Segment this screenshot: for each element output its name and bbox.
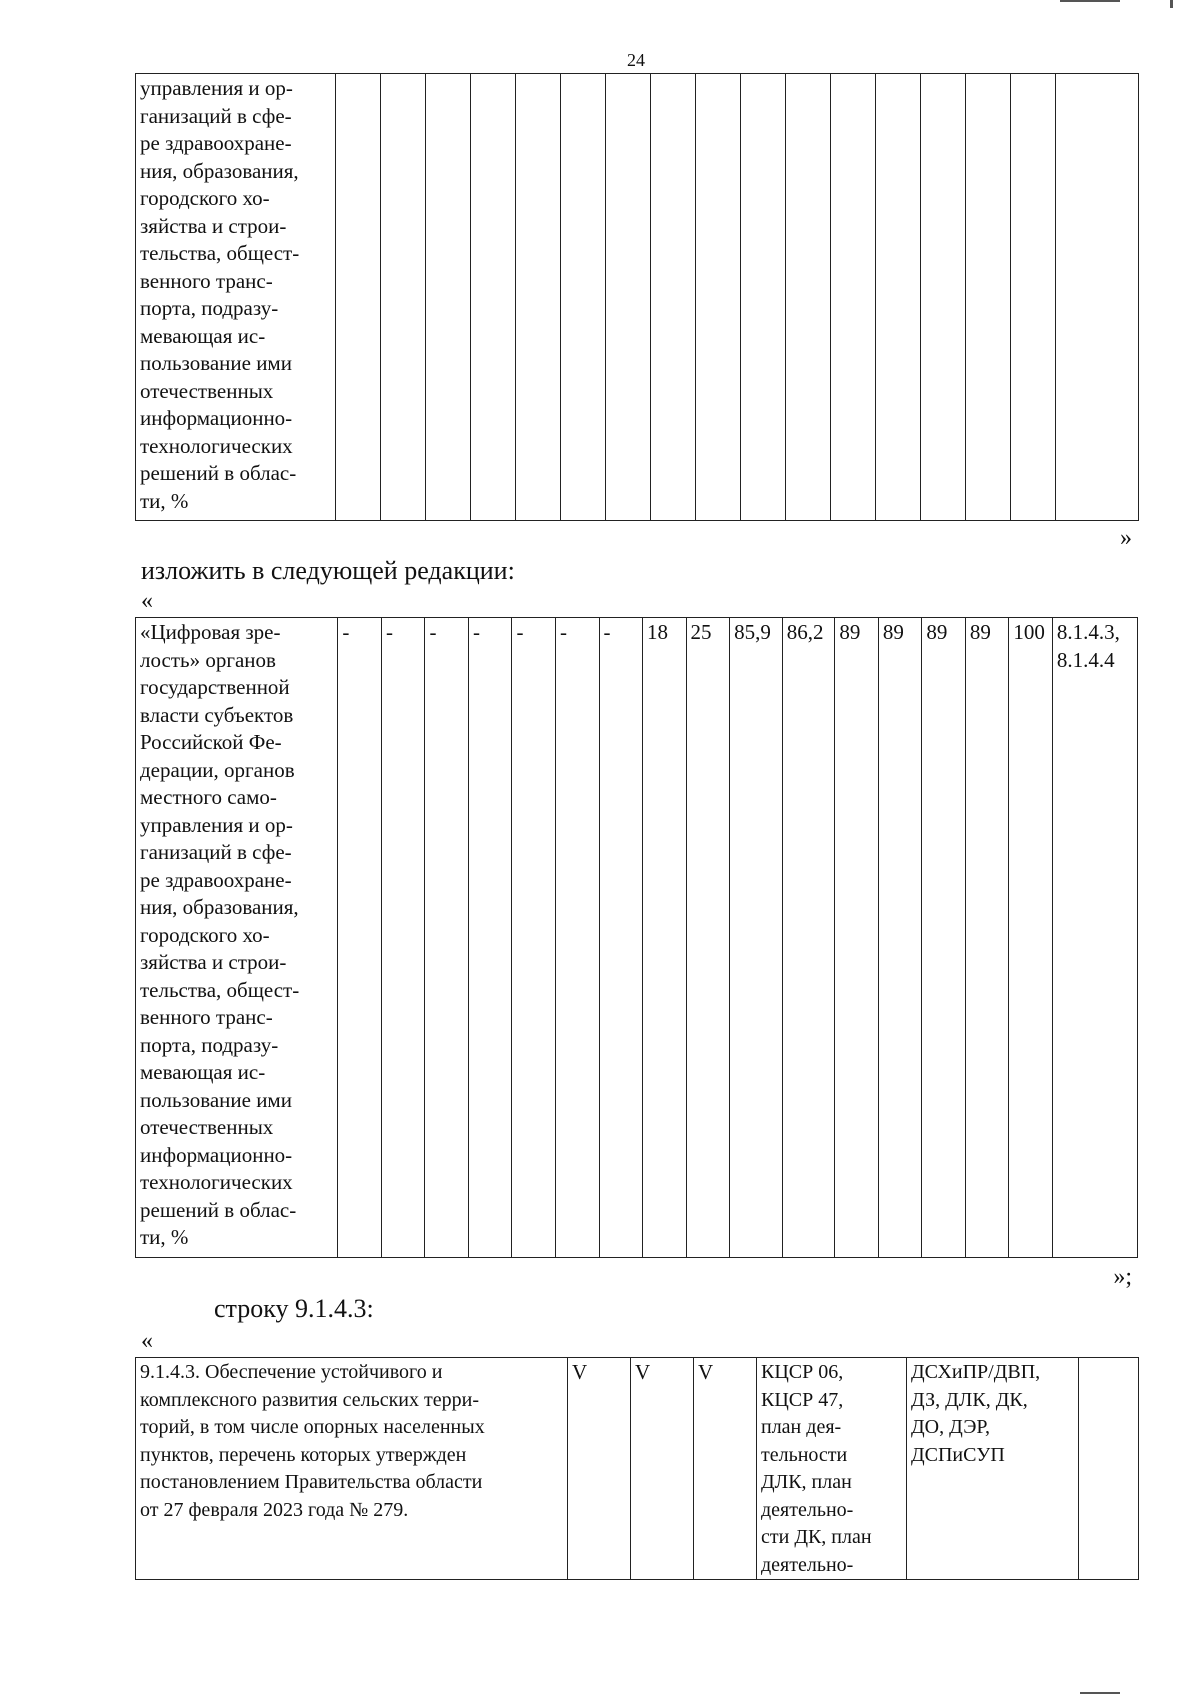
indicator-name-text: управления и ор- ганизаций в сфе- ре здравоохране- ния, образования, городского хо- зяйства и строи- тельства, общест- венного транс- порта, подразу- мевающая ис- пользование ими отечественных информационно- технологических решений в облас- ти, % [140,76,300,513]
table-row [136,74,1139,521]
close-quote-1: » [1120,525,1132,551]
sources-text: КЦСР 06, КЦСР 47, план дея- тельности ДЛК, план деятельно- сти ДК, план деятельно- [761,1361,872,1576]
value-cell: 89 [878,618,922,1258]
value-cell: 89 [922,618,966,1258]
value-cell: 18 [643,618,687,1258]
scan-mark [1060,0,1120,2]
reference-text: 8.1.4.3, 8.1.4.4 [1056,620,1120,672]
value-cell [1011,74,1056,521]
measure-table [135,1357,1139,1580]
value-cell: - [468,618,512,1258]
sources-cell [757,1358,907,1580]
indicator-table-old [135,73,1139,521]
scan-mark [1170,0,1173,8]
value-cell: - [556,618,600,1258]
indicator-name-cell [136,618,338,1258]
intro-text: изложить в следующей редакции: [141,556,515,585]
mark-cell: V [631,1358,694,1580]
value-cell: 85,9 [730,618,783,1258]
indicator-table-new [135,617,1138,1258]
value-cell: - [599,618,643,1258]
value-cell [876,74,921,521]
row-intro-text: строку 9.1.4.3: [214,1294,374,1323]
value-cell: 86,2 [782,618,835,1258]
value-cell: - [338,618,382,1258]
value-cell: 25 [686,618,730,1258]
value-cell [786,74,831,521]
empty-cell [1079,1358,1139,1580]
table-row [136,1358,1139,1580]
value-cell [651,74,696,521]
value-cell: 89 [965,618,1009,1258]
measure-description-cell [136,1358,568,1580]
executors-text: ДСХиПР/ДВП, ДЗ, ДЛК, ДК, ДО, ДЭР, ДСПиСУП [911,1361,1041,1466]
value-cell [921,74,966,521]
value-cell [381,74,426,521]
value-cell: 89 [835,618,879,1258]
value-cell [606,74,651,521]
value-cell [561,74,606,521]
scan-mark [1080,1692,1120,1694]
value-cell [336,74,381,521]
reference-cell [1052,618,1137,1258]
measure-description-text: 9.1.4.3. Обеспечение устойчивого и комплексного развития сельских терри- торий, в том числе опорных населенных пунктов, перечень которых утвержден постановлением Правительства области от 27 февраля 2023 года № 279. [140,1361,485,1521]
value-cell: - [425,618,469,1258]
close-quote-2: »; [1113,1264,1132,1290]
indicator-name-cell [136,74,336,521]
value-cell: 100 [1009,618,1053,1258]
executors-cell [907,1358,1079,1580]
value-cell [516,74,561,521]
value-cell [966,74,1011,521]
value-cell [741,74,786,521]
reference-cell [1056,74,1139,521]
value-cell: - [381,618,425,1258]
value-cell [831,74,876,521]
table-row [136,618,1138,1258]
mark-cell: V [694,1358,757,1580]
value-cell [696,74,741,521]
value-cell [471,74,516,521]
mark-cell: V [568,1358,631,1580]
value-cell: - [512,618,556,1258]
open-quote-2: « [141,1328,153,1354]
open-quote-1: « [141,588,153,614]
page-number: 24 [627,50,645,70]
indicator-name-text: «Цифровая зре- лость» органов государственной власти субъектов Российской Фе- дерации, органов местного само- управления и ор- ганизаций в сфе- ре здравоохране- ния, образования, городского хо- зяйства и строи- тельства, общест- венного транс- порта, подразу- мевающая ис- пользование ими отечественных информационно- технологических решений в облас- ти, % [140,620,300,1249]
value-cell [426,74,471,521]
